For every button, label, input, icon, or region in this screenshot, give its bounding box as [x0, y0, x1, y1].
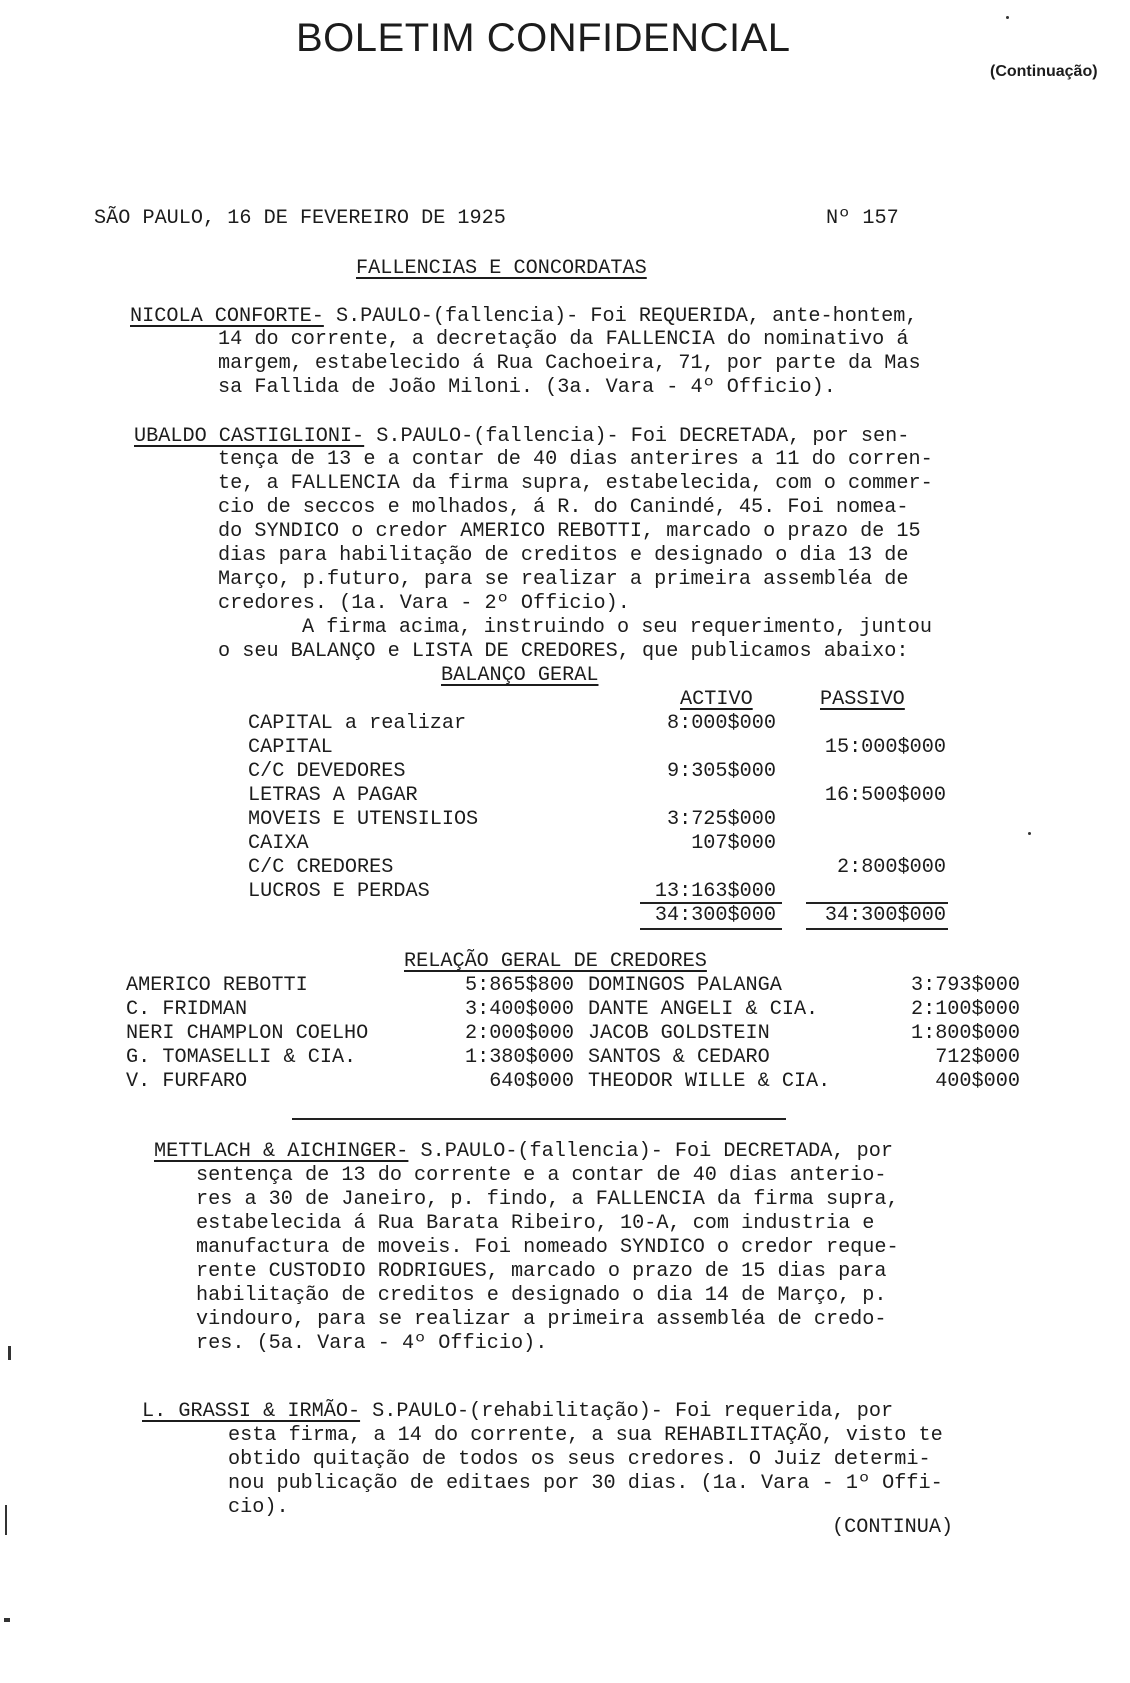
balance-total-passivo: 34:300$000: [824, 904, 946, 927]
balance-total-activo: 34:300$000: [654, 904, 776, 927]
entry-line: tença de 13 e a contar de 40 dias anterires a 11 do corren-: [218, 448, 933, 471]
entry-line: sentença de 13 do corrente e a contar de 40 dias anterio-: [196, 1164, 887, 1187]
creditor-name: JACOB GOLDSTEIN: [588, 1022, 770, 1045]
creditor-name: G. TOMASELLI & CIA.: [126, 1046, 357, 1069]
entry-line: rente CUSTODIO RODRIGUES, marcado o prazo de 15 dias para: [196, 1260, 887, 1283]
creditor-amount: 2:100$000: [910, 998, 1020, 1021]
balance-row-passivo: 16:500$000: [824, 784, 946, 807]
entry-line: res a 30 de Janeiro, p. findo, a FALLENCIA da firma supra,: [196, 1188, 899, 1211]
entry-line: sa Fallida de João Miloni. (3a. Vara - 4º Officio).: [218, 376, 836, 399]
balance-row-label: LETRAS A PAGAR: [248, 784, 418, 807]
creditor-name: C. FRIDMAN: [126, 998, 248, 1021]
creditor-amount: 712$000: [935, 1046, 1020, 1069]
entry-line: margem, estabelecido á Rua Cachoeira, 71, por parte da Mas: [218, 352, 921, 375]
creditor-amount: 1:380$000: [464, 1046, 574, 1069]
entry-line: res. (5a. Vara - 4º Officio).: [196, 1332, 548, 1355]
entry-mettlach-aichinger-first-line: METTLACH & AICHINGER- S.PAULO-(fallencia)- Foi DECRETADA, por: [154, 1140, 893, 1163]
balance-row-passivo: 2:800$000: [836, 856, 946, 879]
entry-line: estabelecida á Rua Barata Ribeiro, 10-A, com industria e: [196, 1212, 875, 1235]
scan-margin-mark: [5, 1505, 7, 1535]
entry-line: vindouro, para se realizar a primeira assembléa de credo-: [196, 1308, 887, 1331]
entry-line: cio de seccos e molhados, á R. do Canindé, 45. Foi nomea-: [218, 496, 909, 519]
scan-margin-mark: [4, 1618, 10, 1622]
entry-name: UBALDO CASTIGLIONI-: [134, 425, 365, 448]
entry-nicola-conforte-first-line: NICOLA CONFORTE- S.PAULO-(fallencia)- Foi REQUERIDA, ante-hontem,: [130, 305, 918, 328]
balance-row-label: CAPITAL a realizar: [248, 712, 467, 735]
creditors-title: RELAÇÃO GERAL DE CREDORES: [404, 950, 707, 973]
bulletin-title: BOLETIM CONFIDENCIAL: [296, 16, 791, 60]
creditor-amount: 640$000: [489, 1070, 574, 1093]
entry-ubaldo-castiglioni-first-line: UBALDO CASTIGLIONI- S.PAULO-(fallencia)- Foi DECRETADA, por sen-: [134, 425, 910, 448]
creditor-name: AMERICO REBOTTI: [126, 974, 308, 997]
balance-row-label: MOVEIS E UTENSILIOS: [248, 808, 479, 831]
balance-col-activo: ACTIVO: [680, 688, 753, 711]
continua-label: (CONTINUA): [832, 1516, 954, 1539]
balance-row-activo: 107$000: [691, 832, 776, 855]
entry-line: cio).: [228, 1496, 289, 1519]
entry-line: obtido quitação de todos os seus credores. O Juiz determi-: [228, 1448, 931, 1471]
creditor-name: DANTE ANGELI & CIA.: [588, 998, 819, 1021]
creditor-amount: 5:865$800: [464, 974, 574, 997]
entry-note-line: o seu BALANÇO e LISTA DE CREDORES, que publicamos abaixo:: [218, 640, 909, 663]
section-title: FALLENCIAS E CONCORDATAS: [356, 257, 647, 280]
entry-line: manufactura de moveis. Foi nomeado SYNDICO o credor reque-: [196, 1236, 899, 1259]
entry-name: NICOLA CONFORTE-: [130, 305, 324, 328]
scan-speck: [1006, 16, 1009, 19]
entry-line: esta firma, a 14 do corrente, a sua REHABILITAÇÃO, visto te: [228, 1424, 943, 1447]
creditor-amount: 1:800$000: [910, 1022, 1020, 1045]
dateline: SÃO PAULO, 16 DE FEVEREIRO DE 1925: [94, 207, 506, 230]
balance-row-label: C/C DEVEDORES: [248, 760, 406, 783]
creditor-amount: 2:000$000: [464, 1022, 574, 1045]
balance-row-activo: 3:725$000: [666, 808, 776, 831]
creditor-amount: 3:400$000: [464, 998, 574, 1021]
balance-activo-total-rule: [640, 928, 782, 930]
balance-row-activo: 9:305$000: [666, 760, 776, 783]
section-divider: [292, 1118, 786, 1120]
creditor-name: SANTOS & CEDARO: [588, 1046, 770, 1069]
balance-title: BALANÇO GERAL: [441, 664, 599, 687]
entry-line: credores. (1a. Vara - 2º Officio).: [218, 592, 630, 615]
entry-note-line: A firma acima, instruindo o seu requerimento, juntou: [302, 616, 932, 639]
continuation-label: (Continuação): [990, 63, 1098, 80]
creditor-name: V. FURFARO: [126, 1070, 248, 1093]
entry-line: te, a FALLENCIA da firma supra, estabelecida, com o commer-: [218, 472, 933, 495]
balance-row-activo: 8:000$000: [666, 712, 776, 735]
creditor-name: NERI CHAMPLON COELHO: [126, 1022, 369, 1045]
scan-speck: [1028, 832, 1031, 835]
balance-col-passivo: PASSIVO: [820, 688, 905, 711]
balance-passivo-total-rule: [806, 928, 948, 930]
balance-row-label: CAPITAL: [248, 736, 333, 759]
entry-line: dias para habilitação de creditos e designado o dia 13 de: [218, 544, 909, 567]
entry-line: 14 do corrente, a decretação da FALLENCIA do nominativo á: [218, 328, 909, 351]
balance-row-label: LUCROS E PERDAS: [248, 880, 430, 903]
entry-name: METTLACH & AICHINGER-: [154, 1140, 409, 1163]
entry-line: Março, p.futuro, para se realizar a primeira assembléa de: [218, 568, 909, 591]
entry-line: habilitação de creditos e designado o dia 14 de Março, p.: [196, 1284, 887, 1307]
scan-margin-mark: [8, 1346, 11, 1360]
bulletin-number: Nº 157: [826, 207, 899, 230]
entry-grassi-irmao-first-line: L. GRASSI & IRMÃO- S.PAULO-(rehabilitação)- Foi requerida, por: [142, 1400, 894, 1423]
entry-line: nou publicação de editaes por 30 dias. (1a. Vara - 1º Offi-: [228, 1472, 943, 1495]
creditor-amount: 400$000: [935, 1070, 1020, 1093]
entry-line: do SYNDICO o credor AMERICO REBOTTI, marcado o prazo de 15: [218, 520, 921, 543]
balance-row-label: C/C CREDORES: [248, 856, 394, 879]
balance-row-activo: 13:163$000: [654, 880, 776, 903]
creditor-amount: 3:793$000: [910, 974, 1020, 997]
creditor-name: DOMINGOS PALANGA: [588, 974, 782, 997]
creditor-name: THEODOR WILLE & CIA.: [588, 1070, 831, 1093]
balance-row-passivo: 15:000$000: [824, 736, 946, 759]
balance-row-label: CAIXA: [248, 832, 309, 855]
entry-name: L. GRASSI & IRMÃO-: [142, 1400, 361, 1423]
